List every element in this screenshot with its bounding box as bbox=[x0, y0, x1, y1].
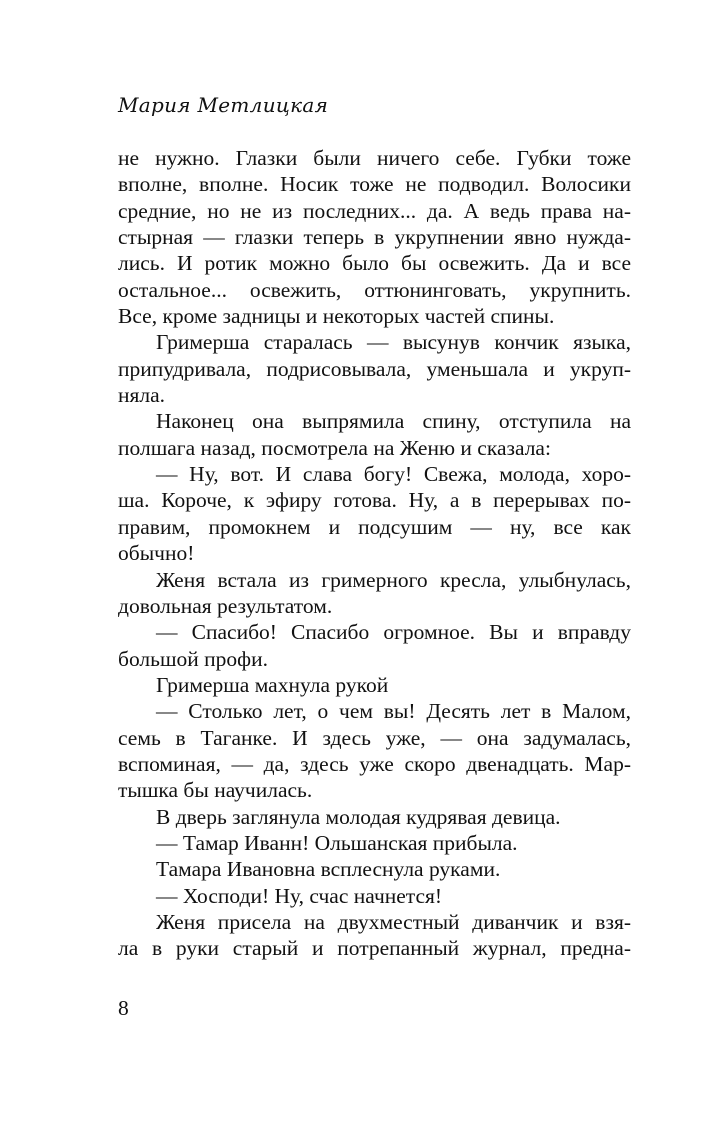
text-line: обычно! bbox=[118, 541, 195, 566]
text-line: — Спасибо! Спасибо огромное. Вы и вправду bbox=[156, 620, 631, 645]
text-line: припудривала, подрисовывала, уменьшала и укруп- bbox=[118, 356, 631, 381]
text-line: довольная результатом. bbox=[118, 593, 333, 618]
text-line: Все, кроме задницы и некоторых частей спины. bbox=[118, 304, 555, 329]
text-line: — Хосподи! Ну, счас начнется! bbox=[156, 883, 443, 908]
text-line: Гримерша старалась — высунув кончик языка, bbox=[156, 330, 631, 355]
text-line: стырная — глазки теперь в укрупнении явно нужда- bbox=[118, 225, 631, 250]
text-line: — Тамар Иванн! Ольшанская прибыла. bbox=[156, 830, 518, 855]
text-line: Женя встала из гримерного кресла, улыбнулась, bbox=[156, 567, 631, 592]
text-line: полшага назад, посмотрела на Женю и сказала: bbox=[118, 435, 551, 460]
text-line: вполне, вполне. Носик тоже не подводил. Волосики bbox=[118, 172, 631, 197]
text-line: правим, промокнем и подсушим — ну, все как bbox=[118, 514, 631, 539]
text-line: остальное... освежить, оттюнинговать, укрупнить. bbox=[118, 277, 631, 302]
text-line: ша. Короче, к эфиру готова. Ну, а в перерывах по- bbox=[118, 488, 631, 513]
text-line: средние, но не из последних... да. А ведь права на- bbox=[118, 198, 631, 223]
text-line: не нужно. Глазки были ничего себе. Губки тоже bbox=[118, 146, 631, 170]
body-text bbox=[118, 145, 631, 962]
running-head-author: Мария Метлицкая bbox=[118, 93, 329, 117]
text-line: — Ну, вот. И слава богу! Свежа, молода, хоро- bbox=[156, 462, 631, 487]
text-line: семь в Таганке. И здесь уже, — она задумалась, bbox=[118, 725, 631, 750]
text-line: Гримерша махнула рукой bbox=[156, 672, 389, 697]
text-line: вспоминая, — да, здесь уже скоро двенадцать. Мар- bbox=[118, 751, 631, 776]
text-line: ла в руки старый и потрепанный журнал, предна- bbox=[118, 936, 631, 961]
text-line: Наконец она выпрямила спину, отступила на bbox=[156, 409, 631, 434]
text-line: В дверь заглянула молодая кудрявая девица. bbox=[156, 804, 561, 829]
text-line: няла. bbox=[118, 383, 166, 408]
text-line: большой профи. bbox=[118, 646, 268, 671]
text-line: — Столько лет, о чем вы! Десять лет в Малом, bbox=[156, 699, 631, 724]
text-line: лись. И ротик можно было бы освежить. Да и все bbox=[118, 251, 631, 276]
text-line: Тамара Ивановна всплеснула руками. bbox=[156, 857, 501, 882]
text-line: тышка бы научилась. bbox=[118, 778, 313, 803]
page-number: 8 bbox=[118, 996, 129, 1020]
text-line: Женя присела на двухместный диванчик и взя- bbox=[156, 909, 631, 934]
